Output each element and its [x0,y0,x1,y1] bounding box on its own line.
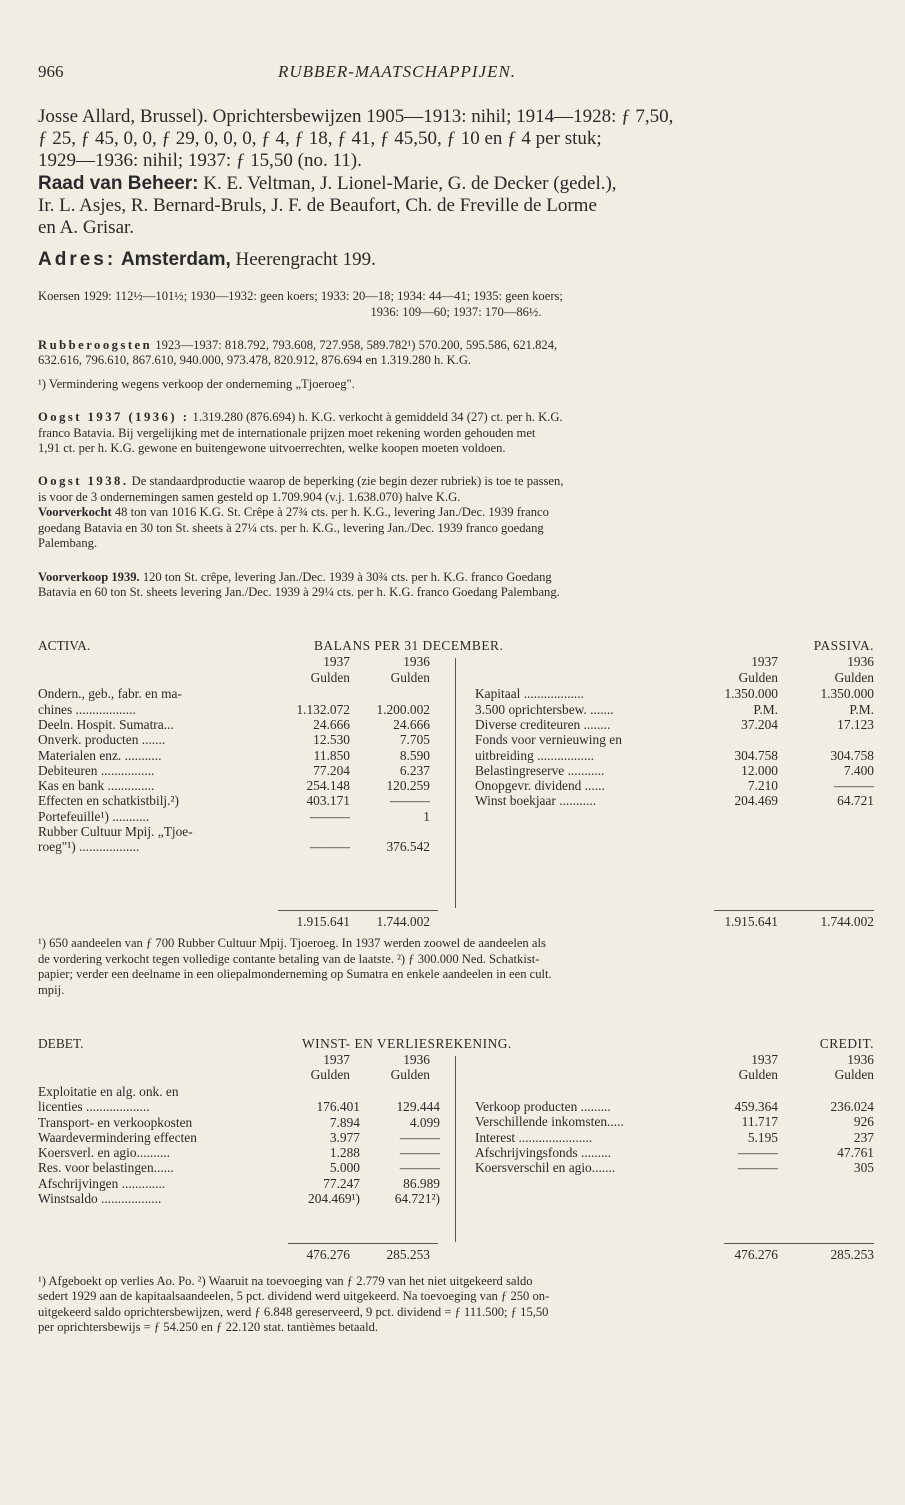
value-1936: 64.721 [837,793,874,809]
oogst-1937-line: 1,91 ct. per h. K.G. gewone en buitengewone uitvoerrechten, welke koopen moeten voldoen. [38,441,506,456]
value-1937: ——— [737,1160,778,1176]
koersen-block [38,289,874,320]
rubberoogsten-block [38,338,874,392]
total-value: 1.915.641 [724,914,778,930]
year-header: 1937 [323,654,350,670]
value-1937: 12.530 [313,732,350,748]
table-row [38,824,438,839]
row-label: Verkoop producten ......... [475,1098,611,1114]
value-1936: 17.123 [837,716,874,732]
voorverkocht-text: 48 ton van 1016 K.G. St. Crêpe à 27¾ cts. per h. K.G., levering Jan./Dec. 1939 franco [111,505,549,520]
rubberoogsten-label: Rubberoogsten [38,338,153,353]
table-row [38,1084,438,1099]
value-1936: 4.099 [409,1114,440,1130]
oogst-1937-line: franco Batavia. Bij vergelijking met de internationale prijzen moet rekening worden gehouden met [38,425,536,440]
table-row [475,793,874,808]
value-1936: 926 [853,1114,874,1130]
value-1936: 24.666 [393,716,430,732]
intro-line: ƒ 25, ƒ 45, 0, 0, ƒ 29, 0, 0, 0, ƒ 4, ƒ 18, ƒ 41, ƒ 45,50, ƒ 10 en ƒ 4 per stuk; [38,128,602,150]
credit-column [475,1099,874,1175]
row-label: chines .................. [38,701,136,717]
row-label: Onverk. producten ....... [38,732,166,748]
table-row [475,717,874,732]
value-1937: 77.247 [323,1175,360,1191]
row-label: Waardevermindering effecten [38,1129,197,1145]
note-line: de vordering verkocht tegen volledige contante betaling van de laatste. ²) ƒ 300.000 Ned. Schatkist- [38,951,540,966]
table-row [475,778,874,793]
table-row [38,839,438,854]
rubberoogsten-text: 1923—1937: 818.792, 793.608, 727.958, 589.782¹) 570.200, 595.586, 621.824, [152,338,558,353]
note-line: per oprichtersbewijs = ƒ 54.250 en ƒ 22.120 stat. tantièmes betaald. [38,1320,379,1335]
voorverkoop-1939-block [38,570,874,601]
unit-header: Gulden [390,669,430,685]
document-page [38,62,874,1336]
value-1937: 459.364 [734,1098,778,1114]
address-street: Heerengracht 199. [230,249,376,271]
value-1937: 24.666 [313,716,350,732]
note-line: sedert 1929 aan de kapitaalsaandeelen, 5 pct. dividend werd uitgekeerd. Na toevoeging van ƒ 250 on- [38,1289,550,1304]
value-1937: 11.850 [313,747,350,763]
oogst-1938-line: is voor de 3 ondernemingen samen gesteld op 1.709.904 (v.j. 1.638.070) halve K.G. [38,489,461,504]
table-row [38,1160,438,1175]
totals-row [38,1247,874,1262]
row-label: Afschrijvingen ............. [38,1175,166,1191]
unit-header: Gulden [834,1067,874,1083]
value-1937: ——— [309,839,350,855]
table-row [38,702,438,717]
row-label: Kas en bank .............. [38,778,155,794]
value-1937: 254.148 [306,778,350,794]
value-1937: 403.171 [306,793,350,809]
note-line: mpij. [38,982,65,997]
value-1937: 1.132.072 [296,701,350,717]
table-row [38,1191,438,1206]
koersen-line: 1936: 109—60; 1937: 170—86½. [370,304,542,319]
value-1936: P.M. [849,701,874,717]
value-1937: 3.977 [329,1129,360,1145]
address-label: Adres: [38,249,117,271]
value-1936: 6.237 [399,762,430,778]
row-label: roeg"¹) .................. [38,839,140,855]
totals-row [38,914,874,929]
unit-header: Gulden [390,1067,430,1083]
raad-text: K. E. Veltman, J. Lionel-Marie, G. de Decker (gedel.), [198,172,617,194]
row-label: Ondern., geb., fabr. en ma- [38,686,182,702]
value-1936: ——— [389,793,430,809]
oogst-1938-text: De standaardproductie waarop de beperking (zie begin dezer rubriek) is toe te passen, [128,474,564,489]
table-row [38,778,438,793]
total-value: 285.253 [386,1246,430,1262]
value-1936: 237 [853,1129,874,1145]
row-label: 3.500 oprichtersbew. ....... [475,701,614,717]
value-1936: 120.259 [386,778,430,794]
value-1937: ——— [309,808,350,824]
year-header: 1936 [403,1051,430,1067]
value-1937: 77.204 [313,762,350,778]
raad-label: Raad van Beheer: [38,172,199,194]
address-city: Amsterdam, [120,249,231,271]
table-row [38,1115,438,1130]
row-label: Effecten en schatkistbilj.²) [38,793,179,809]
row-label: Winst boekjaar ........... [475,793,597,809]
profit-loss-account [38,1036,874,1262]
year-header: 1936 [847,1051,874,1067]
value-1936: 129.444 [396,1099,440,1115]
value-1936: 7.400 [843,762,874,778]
total-value: 1.744.002 [376,914,430,930]
table-row [38,732,438,747]
rubberoogsten-note: ¹) Vermindering wegens verkoop der onderneming „Tjoeroeg". [38,376,355,391]
row-label: uitbreiding ................. [475,747,595,763]
value-1937: 5.195 [747,1129,778,1145]
total-value: 476.276 [306,1246,350,1262]
row-label: Kapitaal .................. [475,686,584,702]
profit-loss-notes [38,1274,874,1336]
value-1936: 376.542 [386,839,430,855]
total-rule [714,910,874,911]
value-1937: 1.350.000 [724,686,778,702]
row-label: Diverse crediteuren ........ [475,716,611,732]
raad-line: en A. Grisar. [38,217,135,239]
table-row [475,1145,874,1160]
activa-column [38,686,438,854]
row-label: Portefeuille¹) ........... [38,808,150,824]
table-row [475,686,874,701]
balance-notes [38,936,874,998]
row-label: Materialen enz. ........... [38,747,162,763]
value-1937: 7.894 [329,1114,360,1130]
credit-title: CREDIT. [819,1035,874,1051]
table-row [38,793,438,808]
unit-header: Gulden [310,669,350,685]
table-row [475,763,874,778]
row-label: Belastingreserve ........... [475,762,605,778]
row-label: Rubber Cultuur Mpij. „Tjoe- [38,823,193,839]
row-label: Onopgevr. dividend ...... [475,778,605,794]
row-label: Winstsaldo .................. [38,1191,162,1207]
value-1936: 7.705 [399,732,430,748]
raad-van-beheer [38,173,874,195]
value-1937: 204.469¹) [308,1191,360,1207]
value-1936: 8.590 [399,747,430,763]
total-value: 285.253 [830,1246,874,1262]
table-row [38,809,438,824]
year-header: 1936 [403,654,430,670]
row-label: Koersverl. en agio.......... [38,1145,171,1161]
row-label: Exploitatie en alg. onk. en [38,1083,179,1099]
address [38,249,874,271]
oogst-1937-text: 1.319.280 (876.694) h. K.G. verkocht à gemiddeld 34 (27) ct. per h. K.G. [189,410,563,425]
table-row [475,1130,874,1145]
value-1936: ——— [833,778,874,794]
value-1936: ——— [399,1160,440,1176]
raad-line: Ir. L. Asjes, R. Bernard-Bruls, J. F. de Beaufort, Ch. de Freville de Lorme [38,194,597,216]
activa-title: ACTIVA. [38,638,91,654]
total-rule [278,910,438,911]
intro-line: 1929—1936: nihil; 1937: ƒ 15,50 (no. 11). [38,150,362,172]
total-value: 1.744.002 [820,914,874,930]
year-header: 1936 [847,654,874,670]
page-number: 966 [38,62,64,81]
row-label: Res. voor belastingen...... [38,1160,174,1176]
value-1937: 7.210 [747,778,778,794]
value-1936: ——— [399,1129,440,1145]
row-label: Debiteuren ................ [38,762,155,778]
year-header: 1937 [751,654,778,670]
year-header: 1937 [751,1051,778,1067]
table-row [475,1160,874,1175]
year-header: 1937 [323,1051,350,1067]
unit-header: Gulden [738,669,778,685]
row-label: Interest ...................... [475,1129,593,1145]
oogst-1937-label: Oogst 1937 (1936) : [38,410,190,425]
value-1937: ——— [737,1144,778,1160]
balance-title: BALANS PER 31 DECEMBER. [314,638,504,654]
profit-loss-title: WINST- EN VERLIESREKENING. [302,1035,512,1051]
value-1936: 236.024 [830,1098,874,1114]
table-row [38,1176,438,1191]
oogst-1938-block [38,474,874,551]
row-label: Deeln. Hospit. Sumatra... [38,716,174,732]
value-1937: 37.204 [741,716,778,732]
value-1937: 12.000 [741,762,778,778]
debet-title: DEBET. [38,1035,84,1051]
oogst-1938-label: Oogst 1938. [38,474,129,489]
value-1937: 304.758 [734,747,778,763]
row-label: licenties ................... [38,1099,150,1115]
voorverkocht-label: Voorverkocht [38,505,112,520]
balance-sheet [38,638,874,928]
koersen-line: Koersen 1929: 112½—101½; 1930—1932: geen koers; 1933: 20—18; 1934: 44—41; 1935: geen koers; [38,289,563,304]
total-value: 1.915.641 [296,914,350,930]
value-1936: 304.758 [830,747,874,763]
note-line: ¹) Afgeboekt op verlies Ao. Po. ²) Waaruit na toevoeging van ƒ 2.779 van het niet uitgekeerd saldo [38,1273,533,1288]
value-1937: 204.469 [734,793,778,809]
row-label: Fonds voor vernieuwing en [475,732,622,748]
table-row [38,686,438,701]
table-row [475,702,874,717]
column-divider [455,658,456,908]
table-row [38,1130,438,1145]
row-label: Afschrijvingsfonds ......... [475,1144,612,1160]
row-label: Verschillende inkomsten..... [475,1114,624,1130]
value-1937: 176.401 [316,1099,360,1115]
note-line: papier; verder een deelname in een oliepalmonderneming op Sumatra en enkele aandeelen in een cult. [38,967,552,982]
value-1937: 1.288 [329,1145,360,1161]
voorverkoop-1939-text: 120 ton St. crêpe, levering Jan./Dec. 1939 à 30¾ cts. per h. K.G. franco Goedang [139,569,552,584]
value-1936: ——— [399,1145,440,1161]
row-label: Transport- en verkoopkosten [38,1114,193,1130]
table-row [38,717,438,732]
table-row [38,763,438,778]
value-1936: 64.721²) [394,1191,440,1207]
oogst-1938-line: goedang Batavia en 30 ton St. sheets à 27¼ cts. per h. K.G., levering Jan./Dec. 1939 franco goedang [38,520,544,535]
unit-header: Gulden [310,1067,350,1083]
voorverkoop-1939-line: Batavia en 60 ton St. sheets levering Jan./Dec. 1939 à 29¼ cts. per h. K.G. franco Goedang Palembang. [38,584,560,599]
total-rule [288,1243,438,1244]
voorverkoop-1939-label: Voorverkoop 1939. [38,569,140,584]
page-header [38,62,874,86]
passiva-title: PASSIVA. [813,638,874,654]
value-1936: 86.989 [403,1175,440,1191]
table-row [475,1099,874,1114]
passiva-column [475,686,874,808]
running-title: RUBBER-MAATSCHAPPIJEN. [278,62,517,81]
value-1936: 305 [853,1160,874,1176]
value-1937: 5.000 [329,1160,360,1176]
table-row [475,748,874,763]
unit-header: Gulden [738,1067,778,1083]
unit-header: Gulden [834,669,874,685]
table-row [475,732,874,747]
table-row [38,1099,438,1114]
note-line: uitgekeerd saldo oprichtersbewijzen, werd ƒ 6.848 gereserveerd, 9 pct. dividend = ƒ 111.500; ƒ 15,50 [38,1304,549,1319]
value-1936: 1.350.000 [820,686,874,702]
value-1936: 1.200.002 [376,701,430,717]
intro-line: Josse Allard, Brussel). Oprichtersbewijzen 1905—1913: nihil; 1914—1928: ƒ 7,50, [38,106,674,127]
debet-column [38,1084,438,1206]
value-1936: 47.761 [837,1144,874,1160]
oogst-1937-block [38,410,874,456]
oogst-1938-line: Palembang. [38,536,98,551]
total-value: 476.276 [734,1246,778,1262]
table-row [475,1114,874,1129]
intro-paragraph [38,106,874,239]
table-row [38,748,438,763]
value-1937: 11.717 [741,1114,778,1130]
total-rule [724,1243,874,1244]
value-1936: 1 [423,808,430,824]
column-divider [455,1056,456,1242]
note-line: ¹) 650 aandeelen van ƒ 700 Rubber Cultuur Mpij. Tjoeroeg. In 1937 werden zoowel de aandeelen als [38,936,546,951]
rubberoogsten-line: 632.616, 796.610, 867.610, 940.000, 973.478, 820.912, 876.694 en 1.319.280 h. K.G. [38,353,472,368]
row-label: Koersverschil en agio....... [475,1160,616,1176]
table-row [38,1145,438,1160]
value-1937: P.M. [753,701,778,717]
